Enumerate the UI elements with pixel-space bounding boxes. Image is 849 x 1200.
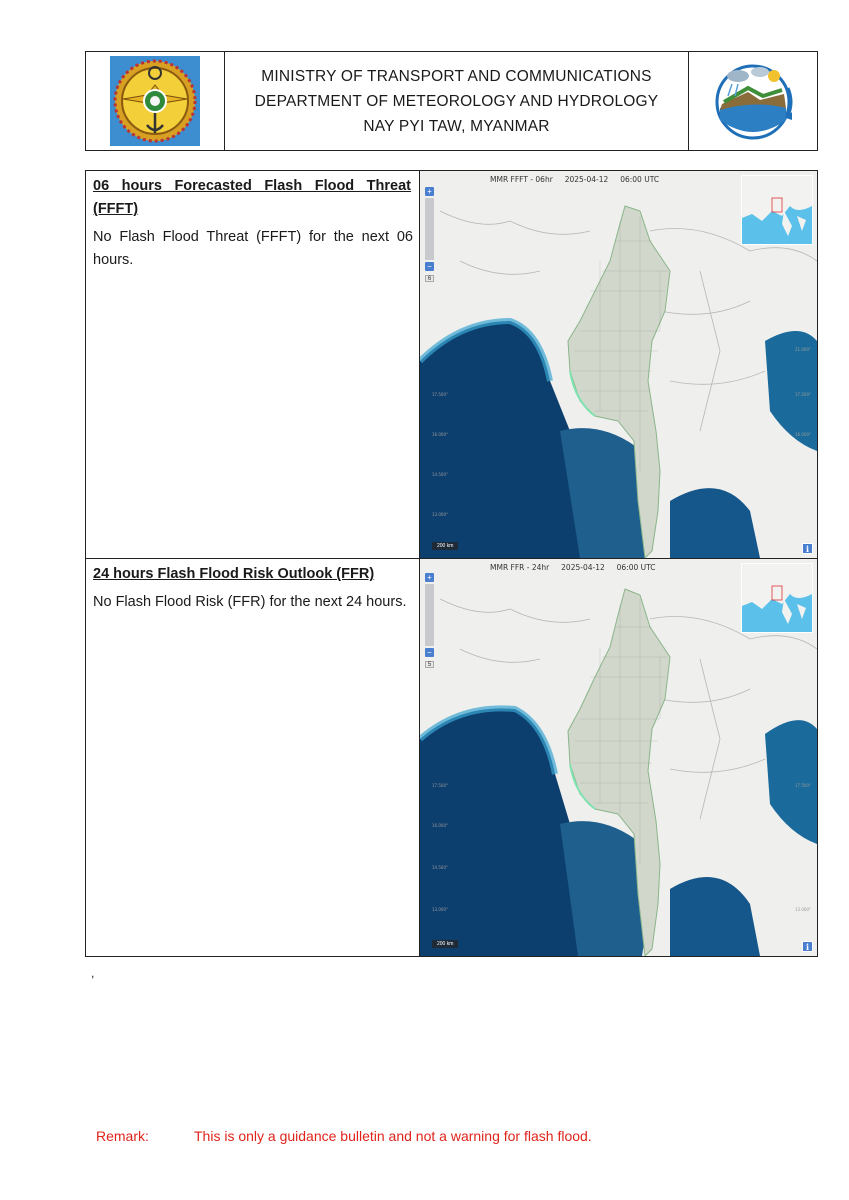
svg-text:16.000°: 16.000°: [795, 432, 811, 437]
ffft-title-line2: (FFFT): [93, 201, 139, 217]
ffr-scale-bar: 200 km: [432, 940, 458, 948]
letterhead: [85, 51, 818, 151]
svg-text:13.000°: 13.000°: [795, 907, 811, 912]
ffft-text-cell: [86, 171, 420, 558]
ffr-description: No Flash Flood Risk (FFR) for the next 24 hours.: [93, 594, 407, 610]
flash-flood-table: [85, 170, 818, 957]
svg-text:14.500°: 14.500°: [432, 865, 448, 870]
ffft-description: No Flash Flood Threat (FFFT) for the next 06 hours.: [93, 229, 413, 268]
ministry-emblem-icon: [109, 55, 201, 147]
ffr-info-button[interactable]: i: [802, 941, 813, 952]
hydrologic-cycle-logo-icon: [708, 58, 798, 144]
letterhead-title: [225, 52, 688, 150]
svg-text:16.000°: 16.000°: [432, 432, 448, 437]
ffft-map[interactable]: [420, 171, 817, 558]
ministry-logo-cell: [86, 52, 225, 150]
ffr-map-caption: MMR FFR - 24hr 2025-04-12 06:00 UTC: [490, 563, 656, 572]
zoom-in-button[interactable]: +: [425, 187, 434, 196]
ffr-text-cell: [86, 559, 420, 956]
ffft-map-caption: MMR FFFT - 06hr 2025-04-12 06:00 UTC: [490, 175, 660, 184]
ffft-overview-inset: [741, 175, 813, 245]
remark-line: [96, 1128, 592, 1144]
zoom-in-button[interactable]: +: [425, 573, 434, 582]
ffft-row: [86, 171, 817, 559]
svg-text:17.500°: 17.500°: [432, 783, 448, 788]
ffr-row: [86, 559, 817, 956]
stray-mark: ,: [91, 966, 95, 980]
svg-text:14.500°: 14.500°: [432, 472, 448, 477]
department-name: DEPARTMENT OF METEOROLOGY AND HYDROLOGY: [254, 92, 659, 110]
svg-text:17.500°: 17.500°: [795, 392, 811, 397]
remark-text: This is only a guidance bulletin and not a warning for flash flood.: [194, 1128, 592, 1144]
zoom-out-button[interactable]: −: [425, 648, 434, 657]
svg-text:13.000°: 13.000°: [432, 512, 448, 517]
ffft-scale-bar: 200 km: [432, 542, 458, 550]
svg-text:16.000°: 16.000°: [432, 823, 448, 828]
dmh-logo-cell: [688, 52, 817, 150]
ffr-overview-inset: [741, 563, 813, 633]
ffft-info-button[interactable]: i: [802, 543, 813, 554]
zoom-out-button[interactable]: −: [425, 262, 434, 271]
svg-text:17.500°: 17.500°: [432, 392, 448, 397]
zoom-slider[interactable]: [425, 198, 434, 260]
svg-text:21.000°: 21.000°: [795, 347, 811, 352]
svg-text:13.000°: 13.000°: [432, 907, 448, 912]
ffft-zoom-control: [425, 187, 435, 282]
ffr-map[interactable]: [420, 559, 817, 956]
svg-text:17.500°: 17.500°: [795, 783, 811, 788]
location-name: NAY PYI TAW, MYANMAR: [363, 117, 550, 135]
zoom-level: 5: [425, 661, 434, 668]
zoom-slider[interactable]: [425, 584, 434, 646]
zoom-level: 6: [425, 275, 434, 282]
ffr-title: 24 hours Flash Flood Risk Outlook (FFR): [93, 566, 375, 582]
ffr-zoom-control: [425, 573, 435, 668]
remark-label: Remark:: [96, 1128, 149, 1144]
ffft-title-line1: 06 hours Forecasted Flash Flood Threat: [93, 178, 411, 194]
ministry-name: MINISTRY OF TRANSPORT AND COMMUNICATIONS: [261, 67, 652, 85]
